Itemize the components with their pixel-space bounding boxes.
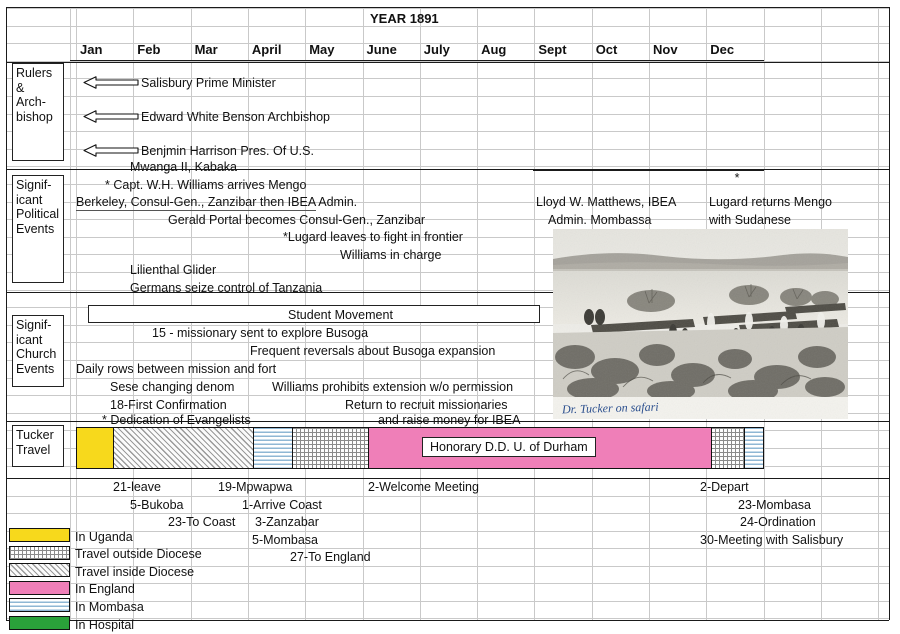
legend-label-2: Travel inside Diocese [75, 564, 195, 579]
legend-swatch-2 [9, 563, 70, 577]
travel-segment-6 [744, 427, 764, 469]
safari-photograph [553, 229, 848, 419]
ruler-label-0: Salisbury Prime Minister [141, 76, 276, 90]
month-header-april: April [251, 42, 282, 57]
church-event-1: 15 - missionary sent to explore Busoga [152, 326, 369, 340]
political-event-2: Gerald Portal becomes Consul-Gen., Zanzibar [168, 213, 426, 227]
legend-label-4: In Mombasa [75, 599, 144, 614]
travel-note-8: 3-Zanzabar [255, 515, 319, 529]
political-right-lugard-line1: Lugard returns Mengo [709, 195, 832, 209]
church-event-8: * Dedication of Evangelists [102, 413, 251, 427]
travel-segment-3 [292, 427, 368, 469]
grid-vline [70, 8, 71, 620]
grid-vline [76, 8, 77, 620]
grid-hline [6, 8, 889, 9]
month-header-may: May [309, 42, 335, 57]
legend-swatch-0 [9, 528, 70, 542]
political-right-matthews-line2: Admin. Mombassa [548, 213, 652, 227]
ruler-label-1: Edward White Benson Archbishop [141, 110, 330, 124]
legend-label-1: Travel outside Diocese [75, 547, 202, 562]
political-right-rule [533, 170, 764, 171]
legend-swatch-5 [9, 616, 70, 630]
section-label-rulers: Rulers & Arch- bishop [12, 63, 64, 161]
ruler-arrow-2 [83, 144, 139, 157]
month-header-mar: Mar [194, 42, 218, 57]
year-title: YEAR 1891 [370, 11, 439, 26]
travel-note-7: 23-To Coast [168, 515, 236, 529]
political-asterisk: * [734, 171, 740, 185]
church-event-0: Student Movement [288, 308, 393, 322]
political-event-6: Germans seize control of Tanzania [130, 281, 323, 295]
travel-note-12: 27-To England [290, 550, 371, 564]
grid-hline [6, 96, 889, 97]
month-header-nov: Nov [653, 42, 678, 57]
political-event-0: * Capt. W.H. Williams arrives Mengo [105, 178, 307, 192]
section-divider [6, 62, 889, 63]
travel-bar-label: Honorary D.D. U. of Durham [422, 437, 596, 457]
travel-segment-divider-3 [368, 427, 369, 469]
travel-segment-divider-1 [253, 427, 254, 469]
travel-segment-divider-2 [292, 427, 293, 469]
ruler-arrow-1 [83, 110, 139, 123]
grid-hline [6, 531, 889, 532]
grid-hline [6, 26, 889, 27]
church-event-7: Return to recruit missionaries [345, 398, 508, 412]
legend-swatch-1 [9, 546, 70, 560]
church-event-2: Frequent reversals about Busoga expansion [250, 344, 496, 358]
travel-note-10: 5-Mombasa [252, 533, 318, 547]
legend-swatch-4 [9, 598, 70, 612]
section-divider [6, 478, 889, 479]
month-header-jan: Jan [80, 42, 103, 57]
travel-segment-2 [253, 427, 292, 469]
month-header-feb: Feb [137, 42, 161, 57]
political-underline [76, 210, 316, 211]
travel-note-2: 2-Welcome Meeting [368, 480, 479, 494]
legend-label-5: In Hospital [75, 617, 135, 632]
frame-top [6, 7, 889, 8]
travel-note-5: 1-Arrive Coast [242, 498, 322, 512]
section-label-travel: Tucker Travel [12, 425, 64, 467]
political-right-matthews-line1: Lloyd W. Matthews, IBEA [536, 195, 677, 209]
grid-vline [878, 8, 879, 620]
legend-label-0: In Uganda [75, 529, 133, 544]
political-event-4: Williams in charge [340, 248, 442, 262]
legend-label-3: In England [75, 582, 135, 597]
frame-right [889, 7, 890, 620]
photo-caption: Dr. Tucker on safari [561, 399, 659, 417]
travel-segment-divider-0 [113, 427, 114, 469]
church-event-3: Daily rows between mission and fort [76, 362, 277, 376]
travel-note-4: 5-Bukoba [130, 498, 184, 512]
frame-bottom [6, 620, 889, 621]
church-event-9: and raise money for IBEA [378, 413, 521, 427]
month-header-oct: Oct [595, 42, 618, 57]
ruler-label-2: Benjmin Harrison Pres. Of U.S. [141, 144, 314, 158]
frame-left [6, 7, 7, 620]
travel-segment-0 [76, 427, 113, 469]
month-header-june: June [366, 42, 397, 57]
church-event-5: Williams prohibits extension w/o permission [272, 380, 514, 394]
grid-hline [6, 583, 889, 584]
grid-hline [6, 513, 889, 514]
grid-hline [6, 496, 889, 497]
travel-segment-divider-5 [744, 427, 745, 469]
political-event-5: Lilienthal Glider [130, 263, 217, 277]
section-label-political: Signif- icant Political Events [12, 175, 64, 283]
church-event-4: Sese changing denom [110, 380, 235, 394]
section-label-church: Signif- icant Church Events [12, 315, 64, 387]
month-header-aug: Aug [481, 42, 507, 57]
travel-note-0: 21-leave [113, 480, 161, 494]
ruler-arrow-0 [83, 76, 139, 89]
travel-note-6: 23-Mombasa [738, 498, 811, 512]
political-event-1: Berkeley, Consul-Gen., Zanzibar then IBEA Admin. [76, 195, 358, 209]
political-right-lugard-line2: with Sudanese [709, 213, 792, 227]
travel-note-1: 19-Mpwapwa [218, 480, 293, 494]
political-event-3: *Lugard leaves to fight in frontier [283, 230, 463, 244]
grid-hline [6, 131, 889, 132]
ruler-label-3: Mwanga II, Kabaka [130, 160, 238, 174]
month-underline [70, 60, 764, 61]
month-header-sept: Sept [538, 42, 567, 57]
month-header-july: July [423, 42, 450, 57]
church-event-6: 18-First Confirmation [110, 398, 227, 412]
travel-segment-1 [113, 427, 253, 469]
month-header-dec: Dec [710, 42, 735, 57]
legend-swatch-3 [9, 581, 70, 595]
travel-note-11: 30-Meeting with Salisbury [700, 533, 844, 547]
travel-note-3: 2-Depart [700, 480, 749, 494]
travel-segment-divider-4 [711, 427, 712, 469]
grid-hline [6, 618, 889, 619]
travel-note-9: 24-Ordination [740, 515, 816, 529]
travel-segment-5 [711, 427, 744, 469]
